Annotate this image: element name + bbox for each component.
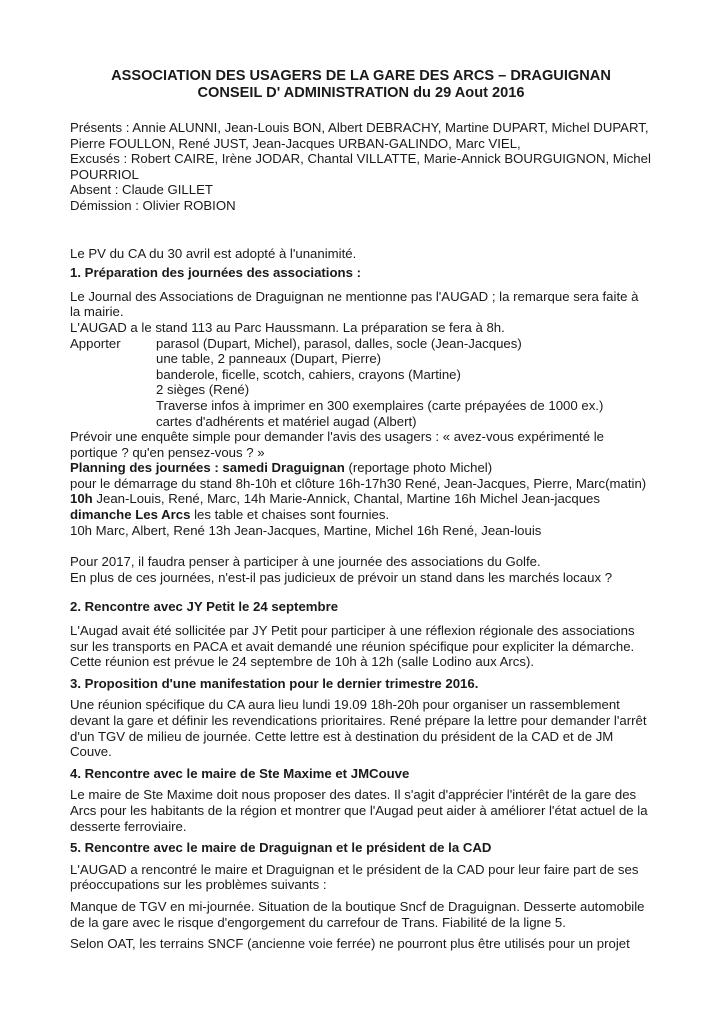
section-5-body-2: Manque de TGV en mi-journée. Situation de la boutique Sncf de Draguignan. Desserte automobile de la gare avec le risque d'engorgement du carrefour de Trans. Fiabilité de la ligne 5. xyxy=(70,898,645,930)
dimanche-line xyxy=(70,507,652,523)
enquete-paragraph: Prévoir une enquête simple pour demander l'avis des usagers : « avez-vous expérimenté le portique ? qu'en pensez-vous ? » xyxy=(70,429,604,460)
planning-l3-bold: 10h xyxy=(70,491,93,507)
planning-bold: Planning des journées : samedi Draguignan xyxy=(70,460,345,476)
demission-line: Démission : Olivier ROBION xyxy=(70,197,236,213)
absent-line: Absent : Claude GILLET xyxy=(70,182,213,198)
excuses-line: Excusés : Robert CAIRE, Irène JODAR, Chantal VILLATTE, Marie-Annick BOURGUIGNON, Michel POURRIOL xyxy=(70,151,651,182)
section-5-body: L'AUGAD a rencontré le maire et Draguignan et le président de la CAD pour leur faire part de ses préoccupations sur les problèmes suivants : xyxy=(70,861,639,893)
apporter-item: Traverse infos à imprimer en 300 exemplaires (carte prépayées de 1000 ex.) xyxy=(156,397,604,413)
planning-l3-rest: Jean-Louis, René, Marc, 14h Marie-Annick, Chantal, Martine 16h Michel Jean-jacques xyxy=(92,491,600,507)
attendance-section xyxy=(70,120,652,214)
section-2-body: L'Augad avait été sollicitée par JY Petit pour participer à une réflexion régionale des associations sur les transports en PACA et avait demandé une réunion spécifique pour expliciter la démarche. Cette réunion est prévue le 24 septembre de 10h à 12h (salle Lodino aux Arcs). xyxy=(70,623,635,670)
dimanche-rest: les table et chaises sont fournies. xyxy=(190,507,390,523)
s1-journal-paragraph: Le Journal des Associations de Draguignan ne mentionne pas l'AUGAD ; la remarque sera faite à la mairie. xyxy=(70,288,639,320)
section-5-body-3: Selon OAT, les terrains SNCF (ancienne voie ferrée) ne pourront plus être utilisés pour un projet xyxy=(70,936,630,952)
apporter-item: une table, 2 panneaux (Dupart, Pierre) xyxy=(156,351,382,367)
section-1-heading: 1. Préparation des journées des associations : xyxy=(70,265,361,281)
pv-adoption: Le PV du CA du 30 avril est adopté à l'unanimité. xyxy=(70,245,357,261)
section-4-heading: 4. Rencontre avec le maire de Ste Maxime et JMCouve xyxy=(70,765,410,781)
planning-rest: (reportage photo Michel) xyxy=(344,460,493,476)
title-line-1: ASSOCIATION DES USAGERS DE LA GARE DES ARCS – DRAGUIGNAN xyxy=(111,68,611,84)
apporter-list xyxy=(70,336,652,352)
section-4-body: Le maire de Ste Maxime doit nous proposer des dates. Il s'agit d'apprécier l'intérêt de la gare des Arcs pour les habitants de la région et montrer que l'Augad peut aider à améliorer l'état actuel de la desserte ferroviaire. xyxy=(70,787,648,834)
section-3-heading: 3. Proposition d'une manifestation pour le dernier trimestre 2016. xyxy=(70,675,479,691)
presents-line: Présents : Annie ALUNNI, Jean-Louis BON, Albert DEBRACHY, Martine DUPART, Michel DUPART, Pierre FOULLON, René JUST, Jean-Jacques URBAN-GALINDO, Marc VIEL, xyxy=(70,120,649,151)
section-2-heading: 2. Rencontre avec JY Petit le 24 septembre xyxy=(70,599,339,615)
apporter-item: parasol (Dupart, Michel), parasol, dalles, socle (Jean-Jacques) xyxy=(156,335,522,351)
dimanche-bold: dimanche Les Arcs xyxy=(70,507,191,523)
title-line-2: CONSEIL D' ADMINISTRATION du 29 Aout 2016 xyxy=(197,85,525,101)
apporter-item: 2 sièges (René) xyxy=(156,382,250,398)
planning-line-2: pour le démarrage du stand 8h-10h et clôture 16h-17h30 René, Jean-Jacques, Pierre, Marc(matin) xyxy=(70,475,647,491)
planning-line xyxy=(70,460,652,476)
apporter-item: banderole, ficelle, scotch, cahiers, crayons (Martine) xyxy=(156,366,461,382)
section-3-body: Une réunion spécifique du CA aura lieu lundi 19.09 18h-20h pour organiser un rassemblement devant la gare et définir les revendications prioritaires. René prépare la lettre pour demander l'arrêt d'un TGV de milieu de journée. Cette lettre est à destination du président de la CAD et de JM Couve. xyxy=(70,697,647,760)
apporter-item: cartes d'adhérents et matériel augad (Albert) xyxy=(156,413,417,429)
p2017-line: Pour 2017, il faudra penser à participer à une journée des associations du Golfe. xyxy=(70,554,541,570)
section-1-body xyxy=(70,289,652,586)
document-title xyxy=(70,68,652,102)
planning-line-3 xyxy=(70,491,652,507)
dimanche-line-2: 10h Marc, Albert, René 13h Jean-Jacques, Martine, Michel 16h René, Jean-louis xyxy=(70,522,542,538)
section-5-heading: 5. Rencontre avec le maire de Draguignan et le président de la CAD xyxy=(70,840,492,856)
p2017-line-2: En plus de ces journées, n'est-il pas judicieux de prévoir un stand dans les marchés locaux ? xyxy=(70,569,613,585)
apporter-label: Apporter xyxy=(70,335,121,351)
s1-stand-paragraph: L'AUGAD a le stand 113 au Parc Haussmann. La préparation se fera à 8h. xyxy=(70,319,505,335)
